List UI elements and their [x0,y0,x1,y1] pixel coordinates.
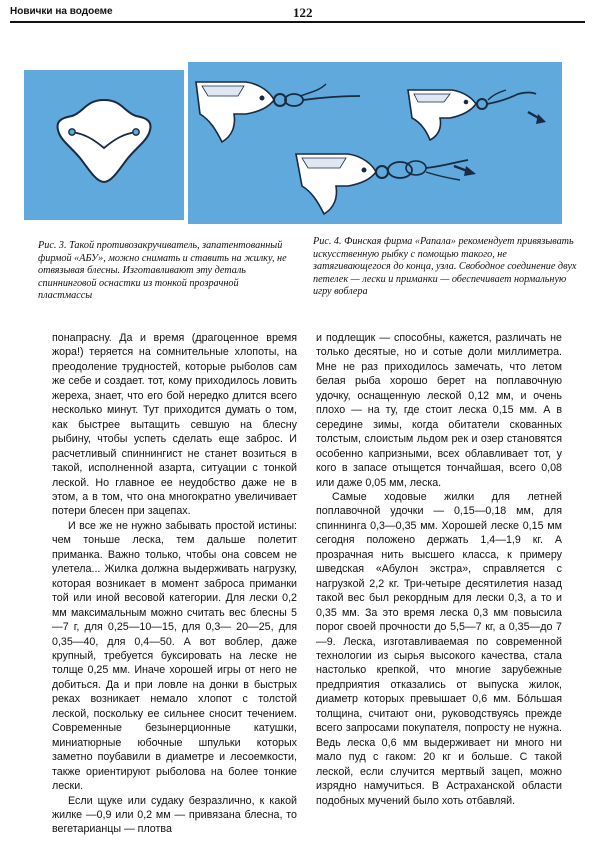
lure-3 [296,154,476,214]
figure-3-caption [38,240,288,303]
figure-3-caption-text: Такой противозакручиватель, запатентованный фирмой «АБУ», можно снимать и ставить на жилку, не отвязывая блесны. Изготавливают эту деталь спиннинговой оснастки из тонкой прозрачной пластмассы [38,240,287,302]
paragraph: понапрасну. Да и время (драгоценное время жора!) теряется на сомнительные хлопоты, на преодоление трудностей, которые рыболов сам же себе и создает. тот, кому приходилось ловить жереха, знает, что его бой нередко длится всего несколько минут. Тут приходится думать о том, как быстрее вытащить севшую на блесну рыбину, чтобы успеть сделать еще заброс. И расчетливый спиннингист не станет возиться в такой, исполненной азарта, ситуации с тонкой леской. Но главное ее неудобство даже не в этом, а в том, что она многократно увеличивает потери блесен при зацепах. [52,332,297,518]
paragraph: Самые ходовые жилки для летней поплавочной удочки — 0,15—0,18 мм, для спиннинга 0,3—0,35 мм. Хорошей леске 0,15 мм сегодня положено держать 1,4—1,9 кг. А прозрачная нить высшего класса, к примеру шведская «Абулон экстра», справляется с нагрузкой 2,2 кг. Три-четыре десятилетия назад такой вес был рекордным для лески 0,3, а то и 0,35 мм. За это время леска 0,3 мм повысила порог своей прочности до 5,5—7 кг, а 0,35—до 7—9. Леска, изготавливаемая по современной технологии из сырья высокого качества, стала настолько крепкой, что многие зарубежные предприятия отказались от выпуска жилок, диаметр которых превышает 0,6 мм. Бóльшая толщина, считают они, руководствуясь прежде всего запросами покупателя, попросту не нужна. Ведь леска 0,6 мм выдерживает ни много ни мало пуд с гаком: 20 кг и больше. С такой леской, если случится мертвый зацеп, можно изрядно намучиться. В Астраханской области подобных мучений было хоть отбавляй. [316,490,562,807]
figure-4-caption-text: Финская фирма «Рапала» рекомендует привязывать искусственную рыбку с помощью такого, не затягивающегося до конца, узла. Свободное соединение двух петелек — лески и приманки — обеспечивает нормальную игру воблера [313,236,577,298]
running-header [10,6,585,22]
lure-2 [408,90,546,140]
section-title: Новички на водоеме [10,6,113,17]
page-number: 122 [293,5,313,20]
paragraph: и подлещик — способны, кажется, различать не только десятые, но и сотые доли миллиметра. Мне не раз приходилось замечать, что летом белая рыба хорошо берет на поплавочную удочку, оснащенную леской 0,12 мм, и очень плохо — на ту, где стоит леска 0,15 мм. А в середине зимы, когда обитатели скованных толстым, слоистым льдом рек и озер становятся особенно капризными, всех облавливает тот, у кого в запасе отыщется тончайшая, всего 0,08 или даже 0,05 мм, леска. [316,332,562,489]
paragraph: И все же не нужно забывать простой истины: чем тоньше леска, тем дальше полетит приманка. Важно только, чтобы она совсем не улетела... Жилка должна выдерживать нагрузку, которая возникает в момент заброса приманки той или иной весовой категории. Для лески 0,2 мм максимальным можно считать вес блесны 5—7 г, для 0,25—10—15, для 0,3— 20—25, для 0,35—40, для 0,4—50. А вот воблер, даже крупный, требуется буксировать на леске не толще 0,25 мм. Иначе хорошей игры от него не добиться. Да и при ловле на донки в быстрых реках возникает немало хлопот с толстой леской, поскольку ее сильнее сносит течением. Современные безынерционные катушки, миниатюрные юбочные шпульки которых заметно поубавили в диаметре и лесоемкости, также ориентируют рыболова на более тонкие лески. [52,519,297,793]
header-rule [10,21,585,23]
paragraph: Если щуке или судаку безразлично, к какой жилке —0,9 или 0,2 мм — привязана блесна, то вегетарианцы — плотва [52,794,297,836]
figure-4-illustration [188,62,562,224]
figure-3-illustration [24,70,184,220]
figure-4-label: Рис. 4. [313,236,342,247]
text-column-right [316,331,562,808]
text-column-left [52,331,297,837]
figure-3-label: Рис. 3. [38,240,67,251]
lure-1 [196,82,360,142]
figure-4-caption [313,236,578,299]
anti-twist-device-shape [58,100,151,182]
